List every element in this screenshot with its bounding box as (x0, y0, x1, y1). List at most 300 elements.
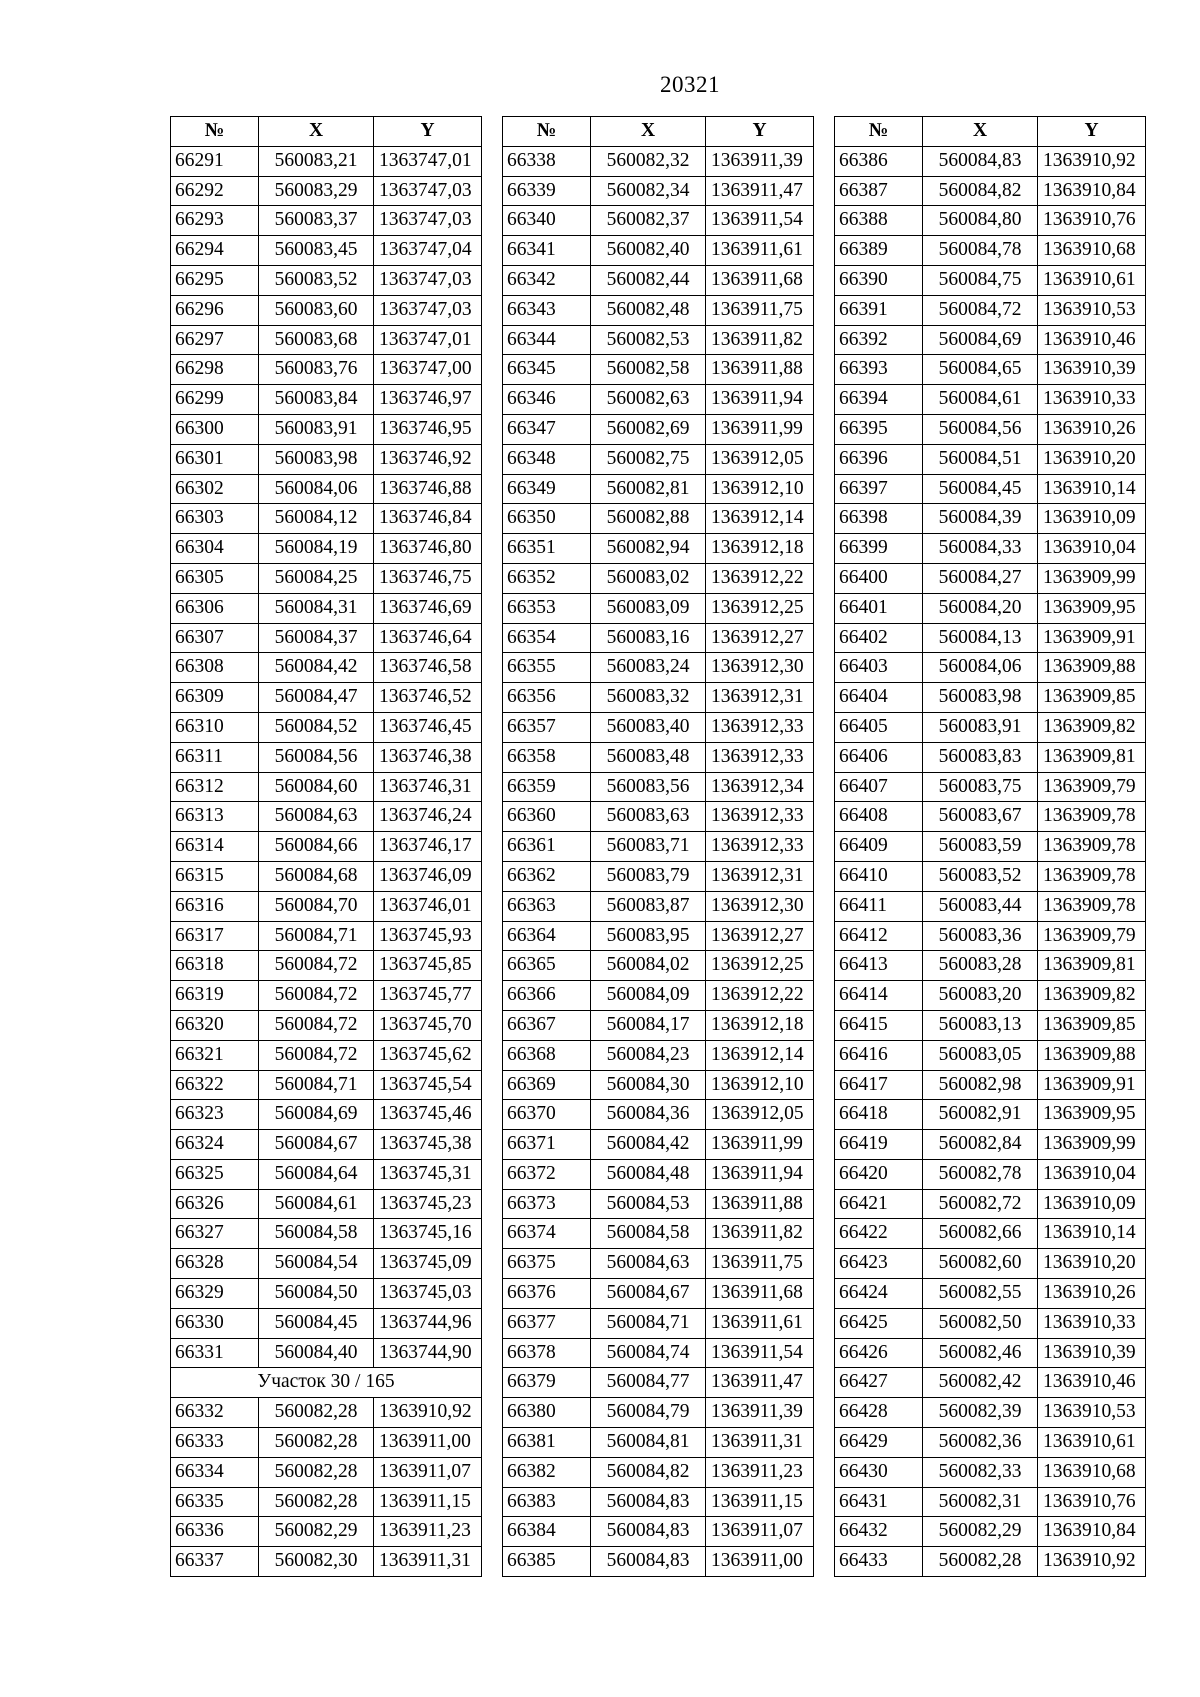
column-header-y: Y (374, 117, 482, 147)
cell-x: 560082,32 (591, 146, 706, 176)
cell-y: 1363912,30 (706, 653, 814, 683)
cell-y: 1363910,61 (1038, 265, 1146, 295)
cell-number: 66306 (171, 593, 259, 623)
cell-x: 560083,37 (259, 206, 374, 236)
table-row (171, 951, 482, 981)
cell-number: 66312 (171, 772, 259, 802)
cell-y: 1363912,14 (706, 1040, 814, 1070)
cell-number: 66336 (171, 1517, 259, 1547)
cell-x: 560083,98 (923, 683, 1038, 713)
table-row (171, 474, 482, 504)
cell-y: 1363911,15 (706, 1487, 814, 1517)
table-row (171, 1219, 482, 1249)
cell-y: 1363912,33 (706, 802, 814, 832)
table-row (835, 206, 1146, 236)
cell-y: 1363911,23 (706, 1457, 814, 1487)
cell-number: 66295 (171, 265, 259, 295)
cell-x: 560084,17 (591, 1010, 706, 1040)
cell-y: 1363746,80 (374, 534, 482, 564)
cell-y: 1363911,99 (706, 1130, 814, 1160)
cell-x: 560084,09 (591, 981, 706, 1011)
cell-x: 560084,58 (259, 1219, 374, 1249)
cell-number: 66424 (835, 1279, 923, 1309)
cell-y: 1363909,78 (1038, 802, 1146, 832)
cell-x: 560083,36 (923, 921, 1038, 951)
cell-y: 1363745,77 (374, 981, 482, 1011)
cell-number: 66422 (835, 1219, 923, 1249)
table-row (171, 861, 482, 891)
cell-x: 560084,72 (259, 1010, 374, 1040)
cell-y: 1363911,88 (706, 1189, 814, 1219)
cell-x: 560084,45 (259, 1308, 374, 1338)
cell-x: 560083,52 (259, 265, 374, 295)
cell-number: 66423 (835, 1249, 923, 1279)
cell-x: 560084,78 (923, 236, 1038, 266)
cell-number: 66337 (171, 1547, 259, 1577)
cell-number: 66344 (503, 325, 591, 355)
table-row (835, 1457, 1146, 1487)
table-row (503, 861, 814, 891)
cell-number: 66349 (503, 474, 591, 504)
table-row (835, 563, 1146, 593)
table-row (503, 1487, 814, 1517)
cell-x: 560084,25 (259, 563, 374, 593)
cell-x: 560084,74 (591, 1338, 706, 1368)
cell-x: 560083,20 (923, 981, 1038, 1011)
table-row (503, 593, 814, 623)
table-row (503, 236, 814, 266)
cell-x: 560084,20 (923, 593, 1038, 623)
cell-y: 1363912,31 (706, 861, 814, 891)
cell-y: 1363911,47 (706, 1368, 814, 1398)
table-row (503, 1517, 814, 1547)
cell-number: 66400 (835, 563, 923, 593)
cell-number: 66409 (835, 832, 923, 862)
table-row (835, 385, 1146, 415)
table-row (835, 1010, 1146, 1040)
cell-number: 66367 (503, 1010, 591, 1040)
cell-x: 560083,28 (923, 951, 1038, 981)
cell-y: 1363910,33 (1038, 1308, 1146, 1338)
cell-x: 560082,28 (259, 1487, 374, 1517)
cell-x: 560083,68 (259, 325, 374, 355)
cell-number: 66368 (503, 1040, 591, 1070)
table-row (503, 683, 814, 713)
cell-y: 1363910,68 (1038, 1457, 1146, 1487)
cell-y: 1363910,68 (1038, 236, 1146, 266)
cell-x: 560083,91 (923, 712, 1038, 742)
cell-number: 66313 (171, 802, 259, 832)
table-row (171, 444, 482, 474)
table-row (503, 1130, 814, 1160)
cell-x: 560082,28 (259, 1398, 374, 1428)
cell-y: 1363747,03 (374, 206, 482, 236)
column-header-y: Y (1038, 117, 1146, 147)
cell-x: 560084,63 (259, 802, 374, 832)
cell-x: 560084,60 (259, 772, 374, 802)
cell-number: 66354 (503, 623, 591, 653)
cell-number: 66380 (503, 1398, 591, 1428)
cell-y: 1363746,75 (374, 563, 482, 593)
table-row (835, 891, 1146, 921)
cell-x: 560083,67 (923, 802, 1038, 832)
cell-x: 560084,72 (923, 295, 1038, 325)
table-row (835, 1100, 1146, 1130)
cell-number: 66427 (835, 1368, 923, 1398)
page-number: 20321 (660, 72, 720, 97)
coordinate-table-2 (502, 116, 814, 1577)
cell-x: 560083,95 (591, 921, 706, 951)
cell-x: 560084,61 (259, 1189, 374, 1219)
table-row (503, 1010, 814, 1040)
table-row (835, 1279, 1146, 1309)
cell-x: 560083,91 (259, 414, 374, 444)
cell-x: 560084,47 (259, 683, 374, 713)
cell-x: 560084,72 (259, 981, 374, 1011)
cell-y: 1363910,33 (1038, 385, 1146, 415)
cell-x: 560082,84 (923, 1130, 1038, 1160)
cell-number: 66388 (835, 206, 923, 236)
table-row (835, 772, 1146, 802)
cell-number: 66300 (171, 414, 259, 444)
cell-number: 66298 (171, 355, 259, 385)
cell-y: 1363909,85 (1038, 683, 1146, 713)
table-row (171, 1517, 482, 1547)
table-row (835, 1368, 1146, 1398)
table-row (503, 325, 814, 355)
cell-x: 560082,37 (591, 206, 706, 236)
cell-number: 66375 (503, 1249, 591, 1279)
cell-x: 560084,27 (923, 563, 1038, 593)
cell-number: 66330 (171, 1308, 259, 1338)
column-header-number: № (503, 117, 591, 147)
cell-x: 560083,24 (591, 653, 706, 683)
cell-number: 66334 (171, 1457, 259, 1487)
cell-y: 1363909,91 (1038, 1070, 1146, 1100)
table-row (503, 1457, 814, 1487)
cell-y: 1363909,88 (1038, 1040, 1146, 1070)
cell-y: 1363911,31 (374, 1547, 482, 1577)
cell-y: 1363912,25 (706, 951, 814, 981)
cell-y: 1363911,07 (374, 1457, 482, 1487)
cell-y: 1363746,64 (374, 623, 482, 653)
cell-x: 560082,46 (923, 1338, 1038, 1368)
table-row (171, 623, 482, 653)
cell-y: 1363912,27 (706, 921, 814, 951)
table-row (171, 534, 482, 564)
cell-number: 66371 (503, 1130, 591, 1160)
table-row (835, 1040, 1146, 1070)
cell-number: 66317 (171, 921, 259, 951)
cell-y: 1363912,27 (706, 623, 814, 653)
cell-y: 1363912,33 (706, 712, 814, 742)
cell-x: 560084,65 (923, 355, 1038, 385)
cell-y: 1363909,95 (1038, 593, 1146, 623)
table-row (171, 1100, 482, 1130)
cell-y: 1363912,18 (706, 534, 814, 564)
cell-x: 560084,30 (591, 1070, 706, 1100)
cell-y: 1363911,54 (706, 206, 814, 236)
cell-number: 66431 (835, 1487, 923, 1517)
cell-y: 1363745,31 (374, 1159, 482, 1189)
cell-y: 1363909,95 (1038, 1100, 1146, 1130)
cell-x: 560083,13 (923, 1010, 1038, 1040)
cell-y: 1363745,16 (374, 1219, 482, 1249)
cell-x: 560084,02 (591, 951, 706, 981)
cell-y: 1363745,09 (374, 1249, 482, 1279)
cell-y: 1363911,23 (374, 1517, 482, 1547)
cell-number: 66428 (835, 1398, 923, 1428)
cell-x: 560084,81 (591, 1428, 706, 1458)
cell-y: 1363912,31 (706, 683, 814, 713)
cell-y: 1363744,96 (374, 1308, 482, 1338)
cell-number: 66327 (171, 1219, 259, 1249)
table-row (503, 563, 814, 593)
table-row (171, 1428, 482, 1458)
cell-y: 1363910,84 (1038, 176, 1146, 206)
cell-number: 66369 (503, 1070, 591, 1100)
table-row (835, 1308, 1146, 1338)
cell-number: 66390 (835, 265, 923, 295)
cell-x: 560084,56 (259, 742, 374, 772)
table-row (171, 385, 482, 415)
cell-x: 560084,58 (591, 1219, 706, 1249)
table-row (835, 1189, 1146, 1219)
cell-y: 1363745,23 (374, 1189, 482, 1219)
cell-y: 1363746,58 (374, 653, 482, 683)
cell-y: 1363910,76 (1038, 1487, 1146, 1517)
cell-y: 1363746,84 (374, 504, 482, 534)
cell-number: 66403 (835, 653, 923, 683)
cell-number: 66348 (503, 444, 591, 474)
cell-y: 1363911,31 (706, 1428, 814, 1458)
cell-y: 1363912,25 (706, 593, 814, 623)
cell-y: 1363911,94 (706, 385, 814, 415)
cell-number: 66362 (503, 861, 591, 891)
cell-y: 1363909,85 (1038, 1010, 1146, 1040)
table-row (835, 474, 1146, 504)
table-row (171, 1398, 482, 1428)
cell-y: 1363910,46 (1038, 325, 1146, 355)
cell-number: 66358 (503, 742, 591, 772)
cell-y: 1363910,20 (1038, 1249, 1146, 1279)
cell-y: 1363910,92 (374, 1398, 482, 1428)
cell-x: 560084,79 (591, 1398, 706, 1428)
cell-y: 1363910,04 (1038, 534, 1146, 564)
cell-y: 1363911,68 (706, 265, 814, 295)
cell-y: 1363909,82 (1038, 981, 1146, 1011)
cell-number: 66339 (503, 176, 591, 206)
cell-x: 560084,33 (923, 534, 1038, 564)
table-row (503, 414, 814, 444)
cell-y: 1363746,45 (374, 712, 482, 742)
cell-number: 66323 (171, 1100, 259, 1130)
cell-number: 66384 (503, 1517, 591, 1547)
cell-number: 66320 (171, 1010, 259, 1040)
cell-number: 66355 (503, 653, 591, 683)
cell-y: 1363746,24 (374, 802, 482, 832)
cell-y: 1363746,95 (374, 414, 482, 444)
table-row (835, 146, 1146, 176)
cell-number: 66361 (503, 832, 591, 862)
table-row (503, 265, 814, 295)
cell-number: 66351 (503, 534, 591, 564)
cell-x: 560084,71 (591, 1308, 706, 1338)
cell-number: 66407 (835, 772, 923, 802)
table-row (503, 1249, 814, 1279)
cell-x: 560083,98 (259, 444, 374, 474)
cell-y: 1363912,18 (706, 1010, 814, 1040)
cell-x: 560082,50 (923, 1308, 1038, 1338)
cell-number: 66377 (503, 1308, 591, 1338)
cell-y: 1363911,82 (706, 1219, 814, 1249)
cell-x: 560084,51 (923, 444, 1038, 474)
cell-number: 66372 (503, 1159, 591, 1189)
cell-x: 560083,09 (591, 593, 706, 623)
cell-y: 1363909,78 (1038, 861, 1146, 891)
cell-number: 66292 (171, 176, 259, 206)
cell-number: 66416 (835, 1040, 923, 1070)
cell-number: 66340 (503, 206, 591, 236)
cell-x: 560084,82 (591, 1457, 706, 1487)
table-row (171, 593, 482, 623)
cell-y: 1363745,85 (374, 951, 482, 981)
cell-x: 560084,68 (259, 861, 374, 891)
cell-y: 1363910,61 (1038, 1428, 1146, 1458)
cell-x: 560084,06 (923, 653, 1038, 683)
cell-y: 1363910,04 (1038, 1159, 1146, 1189)
cell-x: 560082,66 (923, 1219, 1038, 1249)
table-row (503, 921, 814, 951)
cell-x: 560082,58 (591, 355, 706, 385)
cell-y: 1363910,39 (1038, 355, 1146, 385)
cell-y: 1363909,81 (1038, 951, 1146, 981)
table-row (503, 1308, 814, 1338)
cell-number: 66373 (503, 1189, 591, 1219)
column-header-x: X (259, 117, 374, 147)
cell-x: 560082,39 (923, 1398, 1038, 1428)
table-row (503, 712, 814, 742)
table-row (171, 1189, 482, 1219)
cell-x: 560082,72 (923, 1189, 1038, 1219)
cell-x: 560084,19 (259, 534, 374, 564)
cell-x: 560082,28 (259, 1457, 374, 1487)
cell-y: 1363745,62 (374, 1040, 482, 1070)
cell-y: 1363910,09 (1038, 1189, 1146, 1219)
table-row (503, 474, 814, 504)
cell-x: 560083,60 (259, 295, 374, 325)
cell-number: 66404 (835, 683, 923, 713)
table-row (171, 1010, 482, 1040)
cell-x: 560084,80 (923, 206, 1038, 236)
table-row (171, 265, 482, 295)
cell-number: 66415 (835, 1010, 923, 1040)
cell-number: 66387 (835, 176, 923, 206)
cell-y: 1363746,97 (374, 385, 482, 415)
cell-number: 66353 (503, 593, 591, 623)
cell-number: 66410 (835, 861, 923, 891)
cell-number: 66425 (835, 1308, 923, 1338)
table-row (171, 206, 482, 236)
cell-x: 560084,12 (259, 504, 374, 534)
header-row (171, 117, 482, 147)
cell-number: 66318 (171, 951, 259, 981)
cell-number: 66293 (171, 206, 259, 236)
table-row (171, 683, 482, 713)
cell-number: 66414 (835, 981, 923, 1011)
cell-y: 1363909,91 (1038, 623, 1146, 653)
cell-number: 66328 (171, 1249, 259, 1279)
cell-x: 560084,64 (259, 1159, 374, 1189)
table-row (171, 1249, 482, 1279)
cell-number: 66383 (503, 1487, 591, 1517)
cell-x: 560083,44 (923, 891, 1038, 921)
cell-x: 560083,48 (591, 742, 706, 772)
table-row (171, 832, 482, 862)
cell-x: 560082,63 (591, 385, 706, 415)
table-row (503, 981, 814, 1011)
cell-x: 560084,40 (259, 1338, 374, 1368)
cell-y: 1363911,47 (706, 176, 814, 206)
cell-x: 560084,61 (923, 385, 1038, 415)
cell-x: 560083,59 (923, 832, 1038, 862)
cell-y: 1363911,82 (706, 325, 814, 355)
cell-number: 66311 (171, 742, 259, 772)
cell-y: 1363910,26 (1038, 1279, 1146, 1309)
column-header-number: № (171, 117, 259, 147)
cell-number: 66430 (835, 1457, 923, 1487)
table-row (835, 623, 1146, 653)
table-row (171, 414, 482, 444)
table-row (835, 951, 1146, 981)
table-row (835, 414, 1146, 444)
cell-y: 1363910,92 (1038, 1547, 1146, 1577)
table-row (171, 1070, 482, 1100)
cell-y: 1363912,22 (706, 563, 814, 593)
cell-number: 66301 (171, 444, 259, 474)
table-row (171, 1308, 482, 1338)
cell-x: 560083,83 (923, 742, 1038, 772)
table-row (171, 563, 482, 593)
cell-x: 560082,36 (923, 1428, 1038, 1458)
cell-y: 1363746,52 (374, 683, 482, 713)
cell-number: 66338 (503, 146, 591, 176)
table-row (503, 295, 814, 325)
cell-x: 560084,13 (923, 623, 1038, 653)
cell-number: 66331 (171, 1338, 259, 1368)
cell-y: 1363745,70 (374, 1010, 482, 1040)
table-row (503, 1428, 814, 1458)
cell-number: 66304 (171, 534, 259, 564)
cell-x: 560084,56 (923, 414, 1038, 444)
table-row (171, 176, 482, 206)
table-row (171, 802, 482, 832)
table-row (171, 1338, 482, 1368)
table-row (503, 623, 814, 653)
cell-y: 1363910,92 (1038, 146, 1146, 176)
table-row (171, 504, 482, 534)
cell-x: 560084,66 (259, 832, 374, 862)
cell-number: 66366 (503, 981, 591, 1011)
table-row (835, 593, 1146, 623)
table-row (503, 891, 814, 921)
cell-number: 66297 (171, 325, 259, 355)
cell-number: 66402 (835, 623, 923, 653)
coordinate-table-1 (170, 116, 482, 1577)
cell-y: 1363912,34 (706, 772, 814, 802)
cell-x: 560082,28 (259, 1428, 374, 1458)
cell-number: 66326 (171, 1189, 259, 1219)
